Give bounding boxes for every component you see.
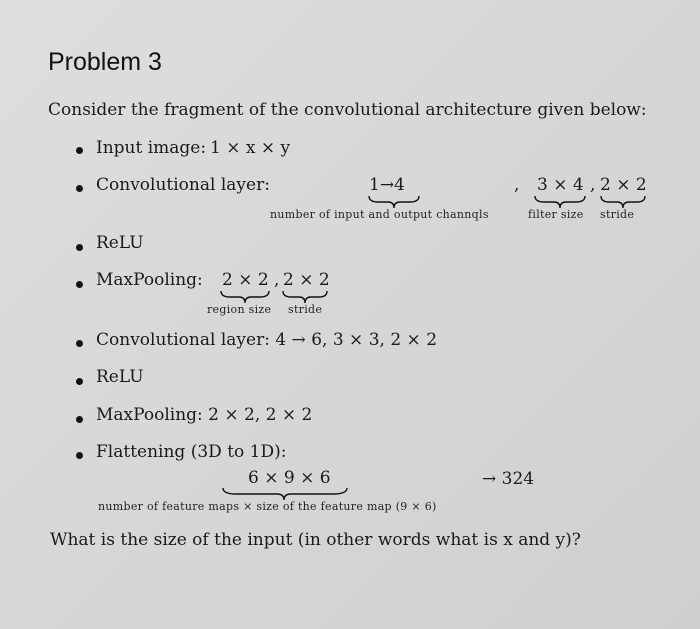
conv1-stride: 2 × 2 [600, 175, 647, 195]
pool1-label: MaxPooling: [96, 270, 203, 290]
conv1-stride-comma: , [590, 175, 596, 195]
conv1-filter-size: 3 × 4 [537, 175, 584, 195]
conv1-filter-caption: filter size [528, 208, 584, 221]
flatten-caption: number of feature maps × size of the feature map (9 × 6) [98, 500, 437, 513]
pool1-region: 2 × 2 [222, 270, 269, 290]
pool1-region-caption: region size [207, 303, 272, 316]
flatten-result: → 324 [482, 469, 535, 489]
pool1-stride-comma: , [274, 270, 280, 290]
relu2-label: ReLU [96, 367, 144, 387]
pool-stride-brace [282, 290, 328, 304]
flatten-label: Flattening (3D to 1D): [96, 442, 287, 462]
conv1-channels: 1→4 [369, 175, 405, 195]
channels-brace [368, 195, 420, 209]
bullet-dot [76, 452, 83, 459]
conv1-stride-caption: stride [600, 208, 635, 221]
pool1-stride-caption: stride [288, 303, 323, 316]
pool1-stride: 2 × 2 [283, 270, 330, 290]
bullet-dot [76, 416, 83, 423]
conv1-label: Convolutional layer: [96, 175, 270, 195]
problem-title: Problem 3 [48, 48, 162, 76]
relu1-label: ReLU [96, 233, 144, 253]
intro-text: Consider the fragment of the convolutional architecture given below: [48, 100, 647, 120]
bullet-dot [76, 378, 83, 385]
bullet-dot [76, 244, 83, 251]
conv2-text: Convolutional layer: 4 → 6, 3 × 3, 2 × 2 [96, 330, 438, 350]
conv1-channels-caption: number of input and output channqls [270, 208, 489, 221]
stride-brace [600, 195, 646, 209]
conv1-comma: , [514, 175, 520, 195]
question-text: What is the size of the input (in other words what is x and y)? [50, 530, 581, 550]
filter-size-brace [534, 195, 586, 209]
input-image-label: Input image: [96, 138, 207, 158]
bullet-dot [76, 147, 83, 154]
flatten-dims: 6 × 9 × 6 [248, 468, 331, 488]
bullet-dot [76, 281, 83, 288]
region-size-brace [220, 290, 270, 304]
pool2-text: MaxPooling: 2 × 2, 2 × 2 [96, 405, 313, 425]
bullet-dot [76, 340, 83, 347]
flatten-brace [222, 487, 348, 501]
input-image-value: 1 × x × y [210, 138, 291, 158]
bullet-dot [76, 185, 83, 192]
